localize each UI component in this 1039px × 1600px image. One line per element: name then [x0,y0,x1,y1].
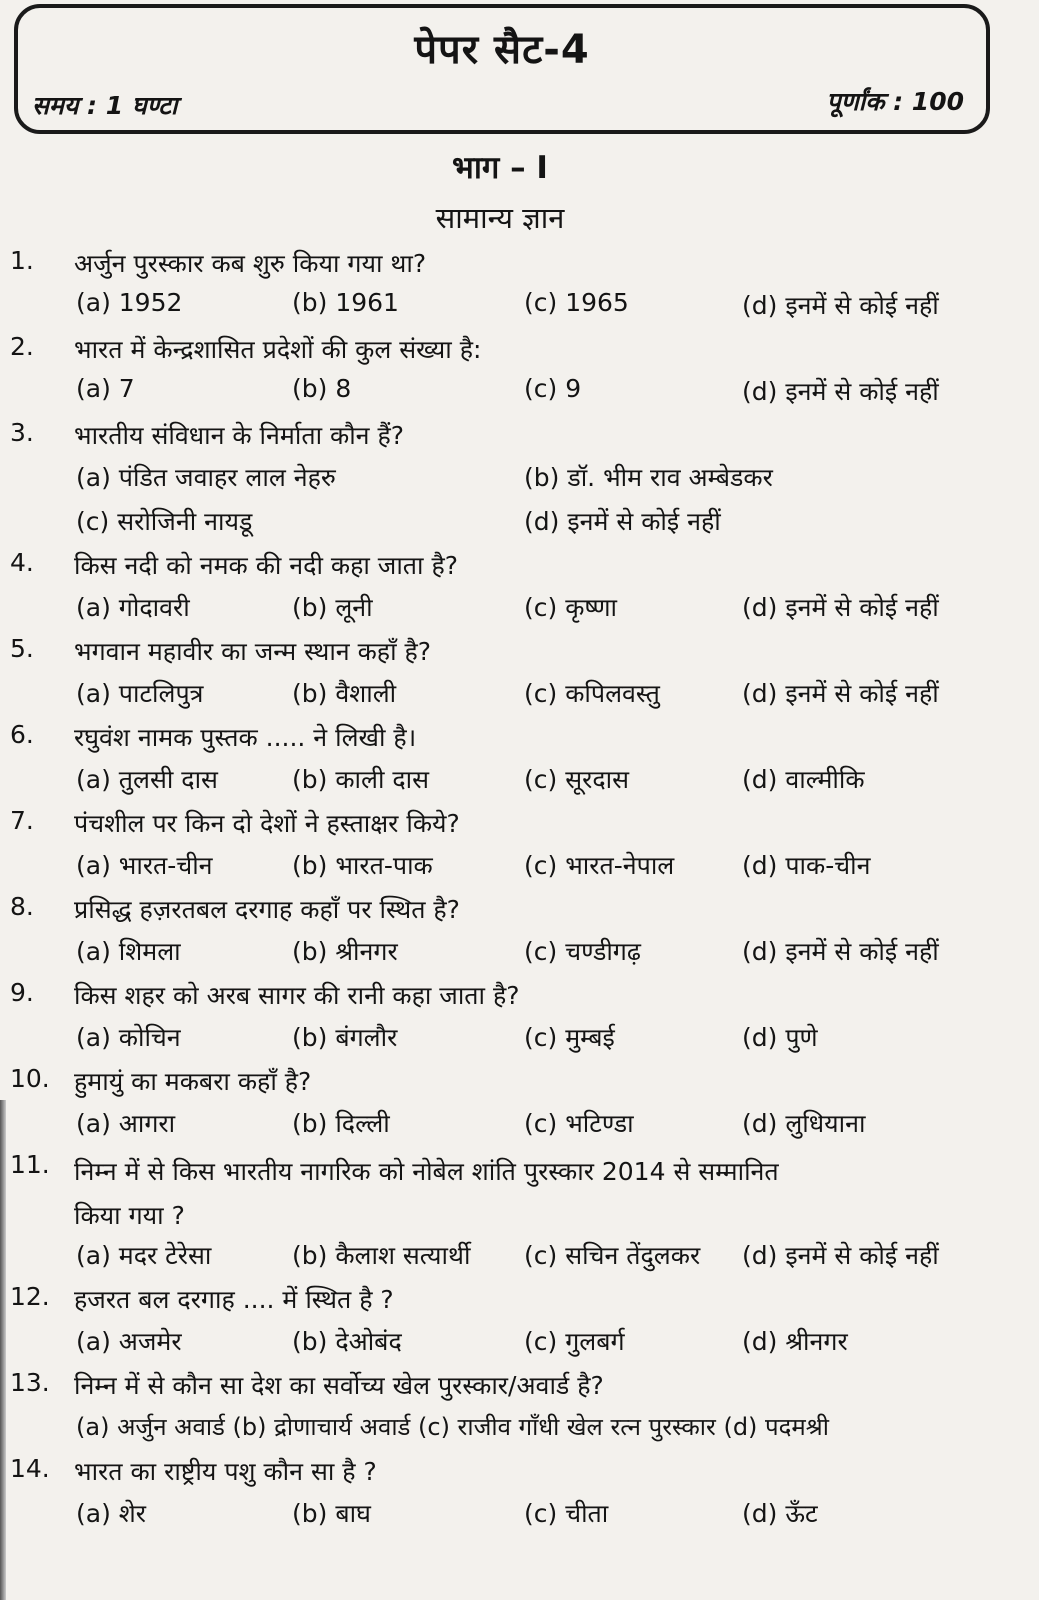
option-a: (a) आगरा [76,1109,176,1138]
question-list [0,246,1039,1540]
question-4 [0,548,1039,634]
option-a: (a) भारत-चीन [76,851,213,880]
option-d: (d) ऊँट [742,1499,818,1528]
option-b: (b) दिल्ली [292,1109,390,1138]
question-5 [0,634,1039,720]
option-c: (c) कृष्णा [524,593,617,622]
question-11 [0,1150,1039,1282]
option-c: (c) गुलबर्ग [524,1327,625,1356]
question-6 [0,720,1039,806]
option-d: (d) वाल्मीकि [742,765,865,794]
question-number: 1. [10,246,34,275]
question-14 [0,1454,1039,1540]
option-b: (b) श्रीनगर [292,937,398,966]
option-d: (d) पाक-चीन [742,851,871,880]
question-text: भारतीय संविधान के निर्माता कौन हैं? [74,421,405,450]
question-text: किस शहर को अरब सागर की रानी कहा जाता है? [74,981,520,1010]
question-text: पंचशील पर किन दो देशों ने हस्ताक्षर किये? [74,809,460,838]
option-d: (d) इनमें से कोई नहीं [524,507,721,536]
marks-label: पूर्णांक : 100 [826,87,964,116]
question-9 [0,978,1039,1064]
question-text: भारत का राष्ट्रीय पशु कौन सा है ? [74,1457,377,1486]
option-b: (b) डॉ. भीम राव अम्बेडकर [524,463,773,492]
question-text: भगवान महावीर का जन्म स्थान कहाँ है? [74,637,432,666]
option-a: (a) तुलसी दास [76,765,218,794]
option-d: (d) पुणे [742,1023,818,1052]
option-b: (b) लूनी [292,593,373,622]
option-b: (b) 1961 [292,288,399,317]
option-d: (d) लुधियाना [742,1109,866,1138]
option-c: (c) सूरदास [524,765,629,794]
question-number: 10. [10,1064,50,1093]
option-d: (d) इनमें से कोई नहीं [742,593,939,622]
option-b: (b) बाघ [292,1499,371,1528]
header-box [14,4,990,134]
option-a: (a) 1952 [76,288,183,317]
question-1 [0,246,1039,332]
time-label: समय : 1 घण्टा [32,91,178,120]
option-b: (b) देओबंद [292,1327,402,1356]
options-line: (a) अर्जुन अवार्ड (b) द्रोणाचार्य अवार्ड (c) राजीव गाँधी खेल रत्न पुरस्कार (d) पदमश्री [76,1413,829,1441]
option-d: (d) इनमें से कोई नहीं [742,291,939,320]
option-a: (a) कोचिन [76,1023,181,1052]
option-b: (b) कैलाश सत्यार्थी [292,1241,471,1270]
option-c: (c) 9 [524,374,582,403]
option-b: (b) 8 [292,374,352,403]
option-c: (c) भटिण्डा [524,1109,634,1138]
option-c: (c) चीता [524,1499,609,1528]
option-d: (d) इनमें से कोई नहीं [742,937,939,966]
option-a: (a) गोदावरी [76,593,190,622]
question-text: अर्जुन पुरस्कार कब शुरु किया गया था? [74,249,427,278]
option-c: (c) कपिलवस्तु [524,679,660,708]
question-number: 13. [10,1368,50,1397]
option-d: (d) इनमें से कोई नहीं [742,377,939,406]
question-text: रघुवंश नामक पुस्तक ..... ने लिखी है। [74,723,417,752]
question-number: 5. [10,634,34,663]
question-2 [0,332,1039,418]
part-title: भाग – I [452,150,548,186]
question-number: 2. [10,332,34,361]
option-b: (b) बंगलौर [292,1023,398,1052]
question-number: 4. [10,548,34,577]
question-number: 6. [10,720,34,749]
option-d: (d) इनमें से कोई नहीं [742,1241,939,1270]
option-a: (a) शिमला [76,937,181,966]
option-a: (a) अजमेर [76,1327,182,1356]
question-number: 7. [10,806,34,835]
question-text: निम्न में से कौन सा देश का सर्वोच्य खेल पुरस्कार/अवार्ड है? [74,1371,604,1400]
question-7 [0,806,1039,892]
question-text: किस नदी को नमक की नदी कहा जाता है? [74,551,459,580]
question-text: प्रसिद्ध हज़रतबल दरगाह कहाँ पर स्थित है? [74,895,460,924]
option-a: (a) पाटलिपुत्र [76,679,204,708]
question-3 [0,418,1039,548]
question-number: 9. [10,978,34,1007]
option-c: (c) चण्डीगढ़ [524,937,641,966]
question-8 [0,892,1039,978]
question-number: 14. [10,1454,50,1483]
option-a: (a) शेर [76,1499,146,1528]
question-10 [0,1064,1039,1150]
option-b: (b) वैशाली [292,679,397,708]
option-c: (c) सरोजिनी नायडू [76,507,253,536]
question-text: निम्न में से किस भारतीय नागरिक को नोबेल शांति पुरस्कार 2014 से सम्मानित किया गया ? [74,1157,779,1230]
option-d: (d) श्रीनगर [742,1327,848,1356]
option-a: (a) मदर टेरेसा [76,1241,212,1270]
question-text: हुमायुं का मकबरा कहाँ है? [74,1067,312,1096]
option-c: (c) 1965 [524,288,629,317]
option-a: (a) पंडित जवाहर लाल नेहरु [76,463,336,492]
question-number: 8. [10,892,34,921]
paper-title: पेपर सैट-4 [414,27,590,73]
option-c: (c) मुम्बई [524,1023,615,1052]
question-number: 3. [10,418,34,447]
subject-title: सामान्य ज्ञान [435,201,565,235]
option-c: (c) भारत-नेपाल [524,851,675,880]
option-b: (b) काली दास [292,765,430,794]
option-d: (d) इनमें से कोई नहीं [742,679,939,708]
question-13 [0,1368,1039,1454]
question-12 [0,1282,1039,1368]
question-number: 11. [10,1150,50,1179]
option-c: (c) सचिन तेंदुलकर [524,1241,701,1270]
question-text: हजरत बल दरगाह .... में स्थित है ? [74,1285,394,1314]
question-text: भारत में केन्द्रशासित प्रदेशों की कुल संख्या है: [74,335,482,364]
question-number: 12. [10,1282,50,1311]
option-a: (a) 7 [76,374,135,403]
option-b: (b) भारत-पाक [292,851,433,880]
